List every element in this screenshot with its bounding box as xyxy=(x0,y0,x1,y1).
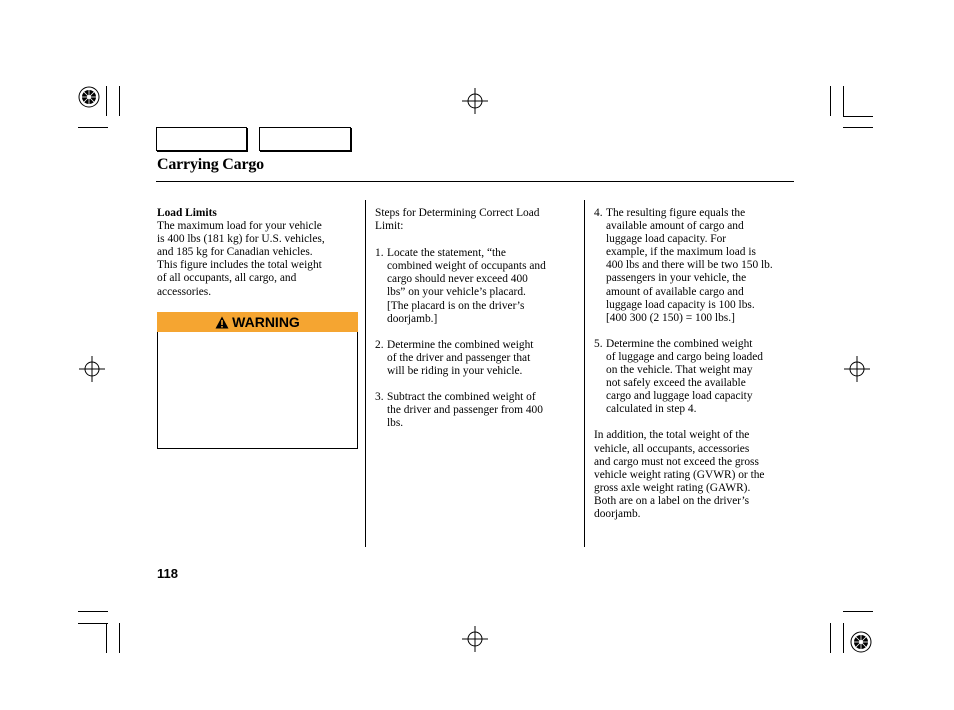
page-number: 118 xyxy=(157,566,178,581)
crop-mark xyxy=(843,86,844,116)
crop-mark xyxy=(78,623,108,624)
step-number: 2. xyxy=(375,338,384,351)
crosshair-icon xyxy=(462,626,488,652)
registration-mark-icon xyxy=(850,631,872,653)
crop-mark xyxy=(78,127,108,128)
column-3 xyxy=(594,207,804,521)
crop-mark xyxy=(830,623,831,653)
nav-tab-box[interactable] xyxy=(156,127,247,151)
page-title: Carrying Cargo xyxy=(157,156,264,173)
step-text: Subtract the combined weight of the driver and passenger from 400 lbs. xyxy=(387,391,543,430)
crop-mark xyxy=(843,127,873,128)
step-number: 5. xyxy=(594,337,603,350)
list-item xyxy=(375,247,580,326)
crop-mark xyxy=(106,86,107,116)
crop-mark xyxy=(119,86,120,116)
column-divider xyxy=(584,200,585,547)
warning-triangle-icon xyxy=(215,316,229,329)
list-item xyxy=(375,339,580,378)
crop-mark xyxy=(830,86,831,116)
crosshair-icon xyxy=(844,356,870,382)
step-number: 3. xyxy=(375,391,384,404)
crosshair-icon xyxy=(462,88,488,114)
load-limits-paragraph: The maximum load for your vehicle is 400 lbs (181 kg) for U.S. vehicles, and 185 kg for Canadian vehicles. This figure includes the total weight of all occupants, all cargo, and accessories. xyxy=(157,220,325,298)
section-heading: Load Limits xyxy=(157,207,217,219)
list-item xyxy=(594,338,804,417)
list-item xyxy=(594,207,804,325)
step-text: Determine the combined weight of luggage and cargo being loaded on the vehicle. That weight may not safely exceed the available cargo and luggage load capacity calculated in step 4. xyxy=(606,337,763,416)
crop-mark xyxy=(119,623,120,653)
warning-label: WARNING xyxy=(232,314,300,330)
crop-mark xyxy=(843,623,844,653)
title-rule xyxy=(156,181,794,182)
crop-mark xyxy=(78,611,108,612)
warning-box xyxy=(157,332,358,449)
step-number: 1. xyxy=(375,247,384,260)
step-text: The resulting figure equals the available amount of cargo and luggage load capacity. For example, if the maximum load is 400 lbs and there will be two 150 lb. passengers in your vehicle, the amount of available cargo and luggage load capacity is 100 lbs. [400 300 (2 150) = 100 lbs.] xyxy=(606,207,773,324)
warning-banner xyxy=(157,312,358,332)
column-1 xyxy=(157,207,362,299)
nav-tab-box[interactable] xyxy=(259,127,351,151)
closing-paragraph: In addition, the total weight of the vehicle, all occupants, accessories and cargo must not exceed the gross vehicle weight rating (GVWR) or the gross axle weight rating (GAWR). Both are on a label on the driver’s doorjamb. xyxy=(594,429,765,520)
step-number: 4. xyxy=(594,207,603,219)
crosshair-icon xyxy=(79,356,105,382)
crop-mark xyxy=(106,623,107,653)
registration-mark-icon xyxy=(78,86,100,108)
crop-mark xyxy=(843,116,873,117)
step-text: Locate the statement, “the combined weight of occupants and cargo should never exceed 400 lbs” on your vehicle’s placard. [The placard is on the driver’s doorjamb.] xyxy=(387,247,546,325)
column-divider xyxy=(365,200,366,547)
steps-intro: Steps for Determining Correct Load Limit: xyxy=(375,207,540,233)
crop-mark xyxy=(843,611,873,612)
list-item xyxy=(375,391,580,430)
step-text: Determine the combined weight of the driver and passenger that will be riding in your vehicle. xyxy=(387,338,534,377)
column-2 xyxy=(375,207,580,430)
